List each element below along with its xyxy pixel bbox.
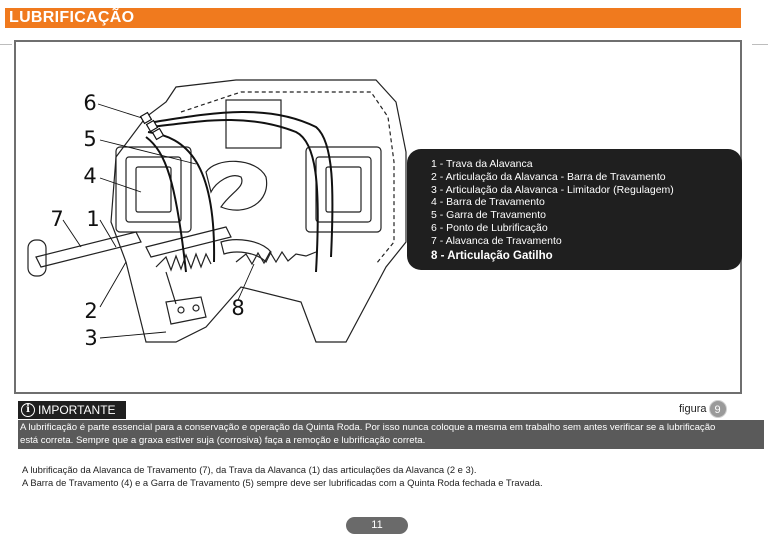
- important-line: A lubrificação é parte essencial para a conservação e operação da Quinta Roda. Por isso nunca coloque a mesma em trabalho sem antes verificar se a lubrificação: [20, 422, 716, 433]
- legend-item: 5 - Garra de Travamento: [431, 209, 546, 222]
- callout-4: 4: [83, 164, 97, 188]
- callout-5: 5: [83, 127, 97, 151]
- divider-right: [752, 44, 768, 45]
- body-text: [22, 464, 543, 489]
- trigger: [221, 240, 271, 262]
- important-body: [18, 420, 764, 449]
- callout-2: 2: [84, 299, 98, 323]
- body-line: A Barra de Travamento (4) e a Garra de Travamento (5) sempre deve ser lubrificadas com a Quinta Roda fechada e Travada.: [22, 476, 543, 488]
- section-title: LUBRIFICAÇÃO: [5, 8, 741, 28]
- callout-6: 6: [83, 91, 97, 115]
- important-header: [18, 401, 126, 419]
- legend-box: [407, 149, 742, 270]
- legend-item: 3 - Articulação da Alavanca - Limitador (Regulagem): [431, 183, 674, 196]
- legend-item: 2 - Articulação da Alavanca - Barra de Travamento: [431, 170, 666, 183]
- important-title: IMPORTANTE: [38, 403, 116, 417]
- figure-number-badge: 9: [709, 400, 727, 418]
- plate-outline: [111, 80, 406, 342]
- callout-7: 7: [50, 207, 64, 231]
- info-icon: i: [21, 403, 35, 417]
- legend-item: 4 - Barra de Travamento: [431, 196, 545, 209]
- trigger-spring: [236, 252, 316, 264]
- legend-item: 7 - Alavanca de Travamento: [431, 234, 562, 247]
- legend-item: 8 - Articulação Gatilho: [431, 249, 553, 262]
- legend-item: 1 - Trava da Alavanca: [431, 158, 533, 170]
- figure-label-text: figura: [679, 403, 707, 415]
- limiter: [166, 297, 206, 324]
- important-line: está correta. Sempre que a graxa estiver suja (corrosiva) faça a remoção e lubrificação correta.: [20, 435, 426, 446]
- body-line: A lubrificação da Alavanca de Travamento (7), da Trava da Alavanca (1) das articulações da Alavanca (2 e 3).: [22, 464, 477, 475]
- callout-3: 3: [84, 326, 98, 350]
- figure-label: [679, 400, 727, 418]
- locking-jaw: [206, 161, 267, 210]
- page-number: 11: [346, 517, 408, 534]
- figure-frame: [14, 40, 742, 394]
- divider-left: [0, 44, 12, 45]
- callout-1: 1: [86, 207, 100, 231]
- locking-lever: [36, 232, 141, 267]
- legend-item: 6 - Ponto de Lubrificação: [431, 221, 548, 234]
- callout-8: 8: [231, 296, 245, 320]
